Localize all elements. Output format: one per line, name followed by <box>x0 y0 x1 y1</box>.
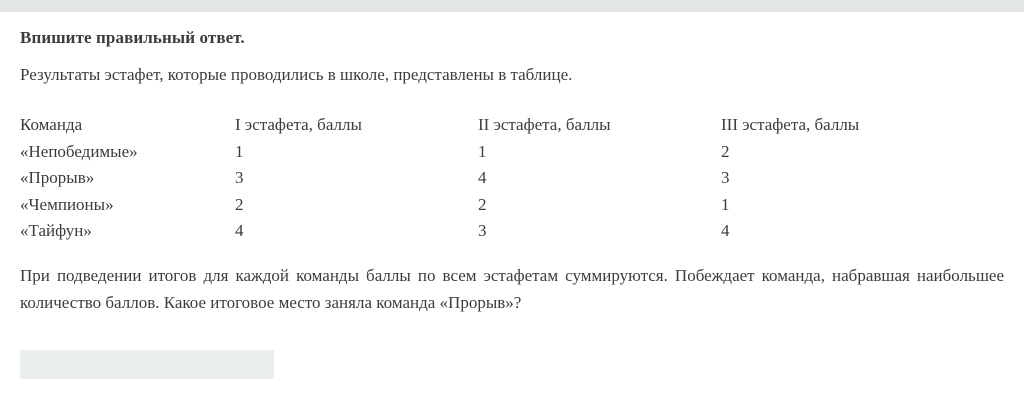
relay1-score-cell: 2 <box>235 194 244 214</box>
table-row <box>20 192 1004 219</box>
relay2-score-cell: 3 <box>478 221 487 241</box>
relay1-score-cell: 4 <box>235 221 244 241</box>
table-row <box>20 139 1004 166</box>
team-name-cell: «Тайфун» <box>20 221 92 241</box>
table-row <box>20 165 1004 192</box>
relay2-score-cell: 4 <box>478 168 487 188</box>
table-row <box>20 218 1004 245</box>
relay1-score-cell: 3 <box>235 168 244 188</box>
relay1-score-cell: 1 <box>235 141 244 161</box>
team-name-cell: «Прорыв» <box>20 168 95 188</box>
relay-results-table <box>20 112 1004 245</box>
column-header-team: Команда <box>20 115 83 134</box>
column-header-relay3: III эстафета, баллы <box>721 115 860 134</box>
question-intro: Результаты эстафет, которые проводились в школе, представлены в таблице. <box>20 65 573 84</box>
relay3-score-cell: 2 <box>721 141 730 161</box>
answer-input[interactable] <box>20 350 274 379</box>
team-name-cell: «Чемпионы» <box>20 194 114 214</box>
question-instruction: Впишите правильный ответ. <box>20 28 245 47</box>
relay3-score-cell: 3 <box>721 168 730 188</box>
table-header-row <box>20 112 1004 139</box>
relay3-score-cell: 4 <box>721 221 730 241</box>
column-header-relay1: I эстафета, баллы <box>235 115 362 134</box>
relay3-score-cell: 1 <box>721 194 730 214</box>
question-text: При подведении итогов для каждой команды баллы по всем эстафетам суммируются. Побеждает команда, набравшая наибольшее количество баллов. Какое итоговое место заняла команда «Прорыв»? <box>20 266 1004 312</box>
relay2-score-cell: 2 <box>478 194 487 214</box>
team-name-cell: «Непобедимые» <box>20 141 138 161</box>
column-header-relay2: II эстафета, баллы <box>478 115 611 134</box>
top-bar <box>0 0 1024 12</box>
relay2-score-cell: 1 <box>478 141 487 161</box>
